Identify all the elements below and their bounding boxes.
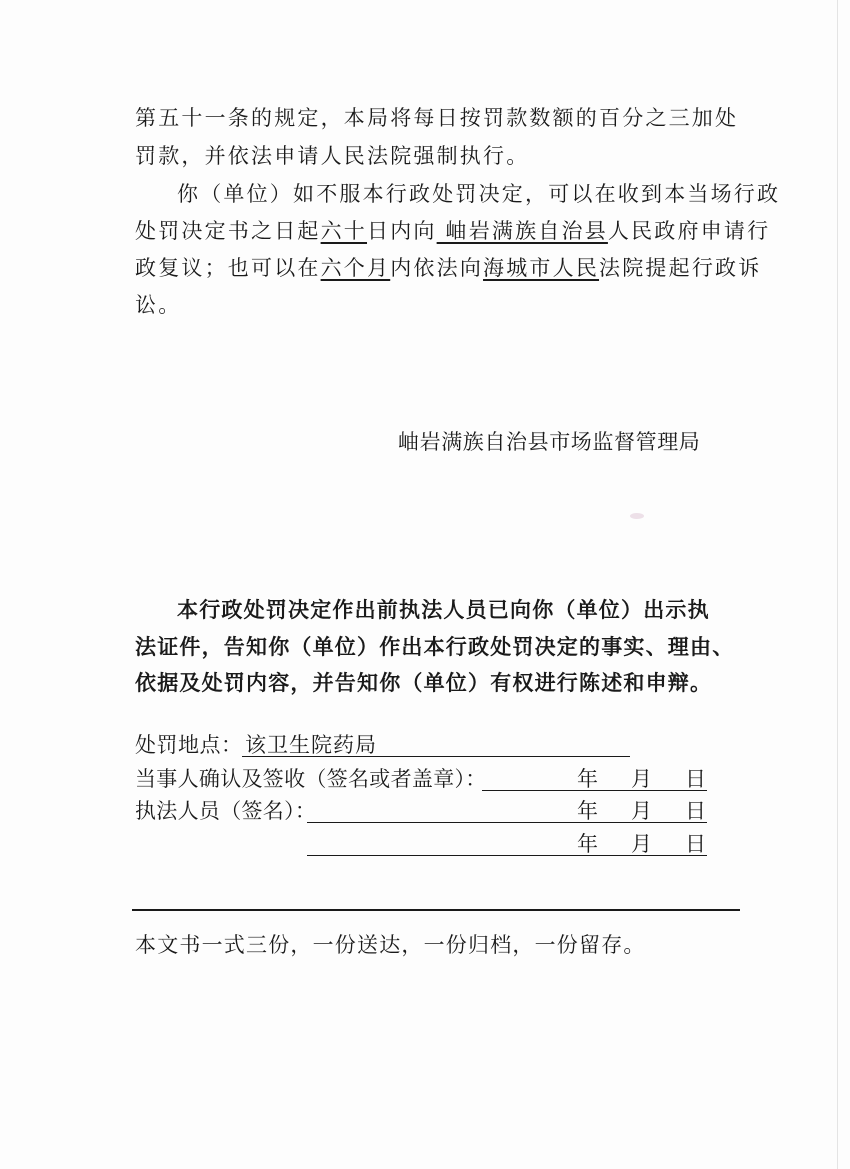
officer-date-1-year: 年 xyxy=(577,799,598,823)
officer-date-1-day: 日 xyxy=(685,799,706,823)
paragraph2-line1: 你（单位）如不服本行政处罚决定，可以在收到本当场行政 xyxy=(177,182,781,206)
page-edge xyxy=(837,0,838,1169)
paragraph2-line3 xyxy=(135,258,761,279)
review-government: 岫岩满族自治县 xyxy=(436,219,608,243)
paragraph2-line3-b: 内依法向 xyxy=(390,256,484,280)
location-value: 该卫生院药局 xyxy=(245,733,377,757)
officer-date-2-month: 月 xyxy=(631,832,652,856)
section-divider xyxy=(132,909,740,911)
ink-smudge xyxy=(630,513,644,519)
paragraph1-line2: 罚款，并依法申请人民法院强制执行。 xyxy=(135,144,530,168)
litigation-months: 六个月 xyxy=(320,256,391,280)
paragraph2-line3-a: 政复议；也可以在 xyxy=(135,256,321,280)
officer-date-2-day: 日 xyxy=(685,832,706,856)
copies-note: 本文书一式三份，一份送达，一份归档，一份留存。 xyxy=(135,933,646,957)
review-days: 六十 xyxy=(320,219,368,243)
paragraph2-line2-a: 处罚决定书之日起 xyxy=(135,219,321,243)
party-signature-label: 当事人确认及签收（签名或者盖章）： xyxy=(135,767,487,791)
paragraph2-line2-b: 日内向 xyxy=(367,219,437,243)
location-underline xyxy=(242,756,630,757)
officer-signature-label: 执法人员（签名）： xyxy=(135,799,317,823)
notice-line1: 本行政处罚决定作出前执法人员已向你（单位）出示执 xyxy=(177,598,710,622)
notice-line2: 法证件，告知你（单位）作出本行政处罚决定的事实、理由、 xyxy=(135,635,735,659)
party-date-month: 月 xyxy=(631,767,652,791)
party-date-year: 年 xyxy=(577,767,598,791)
paragraph2-line2-c: 人民政府申请行 xyxy=(607,219,771,243)
party-date-day: 日 xyxy=(685,767,706,791)
location-label: 处罚地点： xyxy=(135,733,243,757)
paragraph2-line3-c: 法院提起行政诉 xyxy=(599,256,762,280)
issuer-name: 岫岩满族自治县市场监督管理局 xyxy=(398,430,701,454)
officer-date-1-month: 月 xyxy=(631,799,652,823)
paragraph2-line2 xyxy=(135,221,770,242)
notice-line3: 依据及处罚内容，并告知你（单位）有权进行陈述和申辩。 xyxy=(135,671,713,695)
paragraph2-line4: 讼。 xyxy=(135,293,182,317)
litigation-court: 海城市人民 xyxy=(483,256,600,280)
officer-date-2-year: 年 xyxy=(577,832,598,856)
paragraph1-line1: 第五十一条的规定，本局将每日按罚款数额的百分之三加处 xyxy=(135,106,739,130)
